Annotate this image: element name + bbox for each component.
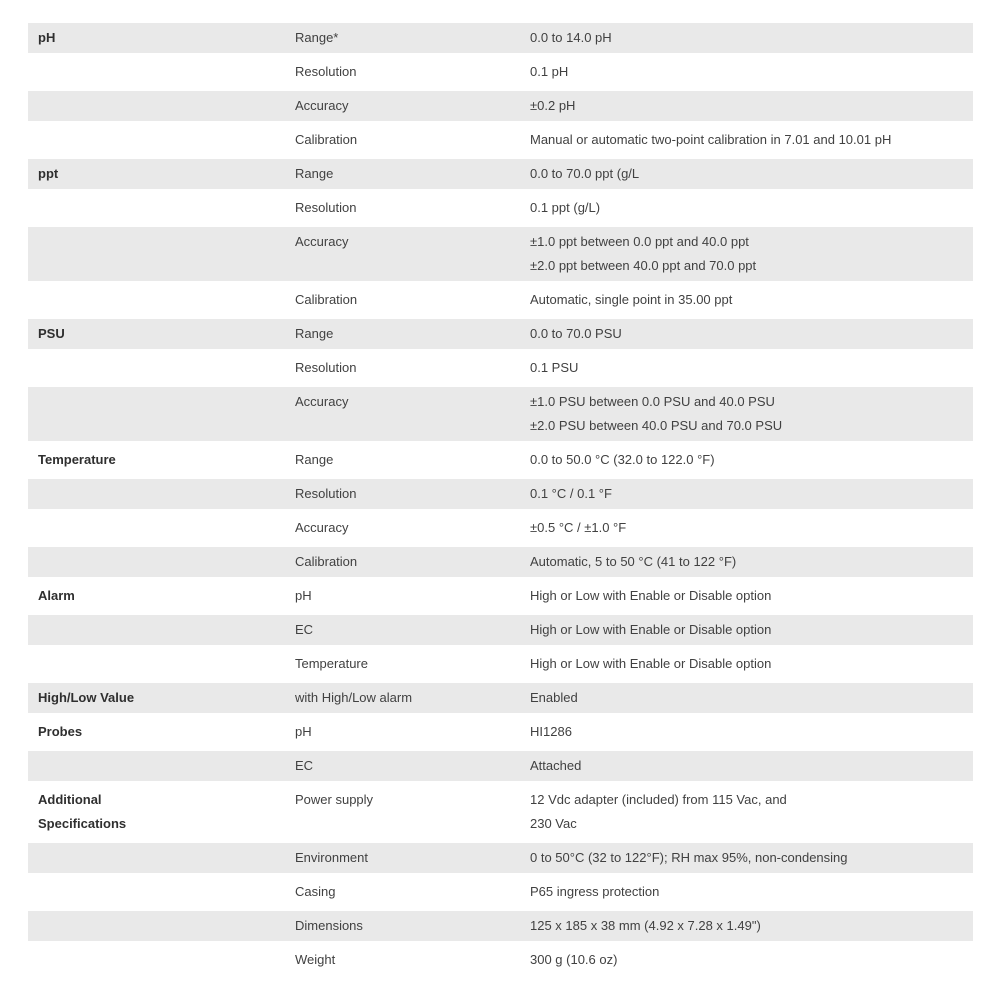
spec-category xyxy=(28,683,295,713)
spec-value-line: Attached xyxy=(530,758,582,773)
spec-value xyxy=(530,91,973,121)
spec-value-line: 0.1 pH xyxy=(530,64,569,79)
spec-category xyxy=(28,125,295,131)
spec-value xyxy=(530,717,973,747)
spec-value-line: 230 Vac xyxy=(530,816,577,831)
spec-parameter: pH xyxy=(295,724,312,739)
spec-parameter: Range xyxy=(295,166,334,181)
spec-row xyxy=(28,545,973,579)
spec-value xyxy=(530,911,973,941)
spec-value-line: 0.1 °C / 0.1 °F xyxy=(530,486,612,501)
spec-row xyxy=(28,123,973,157)
spec-value-line: 0.1 PSU xyxy=(530,360,579,375)
spec-value xyxy=(530,159,973,189)
spec-row xyxy=(28,715,973,749)
spec-value xyxy=(530,479,973,509)
spec-value xyxy=(530,57,973,87)
spec-value-line: 0.0 to 14.0 pH xyxy=(530,30,612,45)
spec-value xyxy=(530,615,973,645)
spec-category-label: PSU xyxy=(38,326,65,341)
spec-parameter: Casing xyxy=(295,884,336,899)
spec-value-line: ±1.0 PSU between 0.0 PSU and 40.0 PSU xyxy=(530,394,775,409)
spec-value-line: 0.0 to 70.0 ppt (g/L xyxy=(530,166,640,181)
spec-category xyxy=(28,159,295,189)
spec-category xyxy=(28,57,295,63)
spec-row xyxy=(28,317,973,351)
spec-category-label: Probes xyxy=(38,724,83,739)
spec-parameter: Accuracy xyxy=(295,520,349,535)
spec-category xyxy=(28,785,295,839)
specifications-table xyxy=(28,21,973,977)
spec-category xyxy=(28,877,295,883)
spec-parameter: Resolution xyxy=(295,64,357,79)
spec-value-line: Manual or automatic two-point calibration in 7.01 and 10.01 pH xyxy=(530,132,892,147)
spec-value-line: 0.0 to 50.0 °C (32.0 to 122.0 °F) xyxy=(530,452,715,467)
spec-value xyxy=(530,751,973,781)
spec-category-label: Alarm xyxy=(38,588,75,603)
spec-value xyxy=(530,785,973,839)
spec-parameter: Calibration xyxy=(295,554,358,569)
spec-value xyxy=(530,683,973,713)
spec-category xyxy=(28,751,295,757)
spec-parameter: Dimensions xyxy=(295,918,363,933)
spec-value xyxy=(530,547,973,577)
spec-parameter: Range xyxy=(295,326,334,341)
spec-value xyxy=(530,23,973,53)
spec-category xyxy=(28,479,295,485)
spec-value xyxy=(530,513,973,543)
spec-value xyxy=(530,193,973,223)
spec-value-line: Enabled xyxy=(530,690,578,705)
spec-value-line: ±1.0 ppt between 0.0 ppt and 40.0 ppt xyxy=(530,234,749,249)
spec-value-line: ±2.0 PSU between 40.0 PSU and 70.0 PSU xyxy=(530,418,783,433)
spec-category xyxy=(28,285,295,291)
spec-value xyxy=(530,125,973,155)
spec-row xyxy=(28,613,973,647)
spec-parameter: Accuracy xyxy=(295,98,349,113)
spec-category xyxy=(28,23,295,53)
spec-row xyxy=(28,89,973,123)
spec-category-label: pH xyxy=(38,30,56,45)
spec-parameter: Range xyxy=(295,452,334,467)
spec-parameter: Calibration xyxy=(295,132,358,147)
spec-row xyxy=(28,875,973,909)
spec-category xyxy=(28,91,295,97)
spec-value xyxy=(530,445,973,475)
spec-value xyxy=(530,387,973,441)
spec-value xyxy=(530,945,973,975)
spec-category-label: Specifications xyxy=(38,816,127,831)
spec-parameter: Accuracy xyxy=(295,394,349,409)
spec-value-line: P65 ingress protection xyxy=(530,884,660,899)
spec-row xyxy=(28,283,973,317)
spec-category xyxy=(28,911,295,917)
spec-parameter: EC xyxy=(295,622,314,637)
spec-category xyxy=(28,615,295,621)
spec-value-line: ±0.5 °C / ±1.0 °F xyxy=(530,520,627,535)
spec-value-line: 300 g (10.6 oz) xyxy=(530,952,618,967)
spec-value xyxy=(530,319,973,349)
spec-category xyxy=(28,353,295,359)
spec-value-line: ±0.2 pH xyxy=(530,98,576,113)
spec-value xyxy=(530,649,973,679)
spec-parameter: Resolution xyxy=(295,486,357,501)
spec-parameter: Resolution xyxy=(295,200,357,215)
spec-value xyxy=(530,877,973,907)
spec-value-line: Automatic, single point in 35.00 ppt xyxy=(530,292,733,307)
spec-value-line: ±2.0 ppt between 40.0 ppt and 70.0 ppt xyxy=(530,258,757,273)
spec-category xyxy=(28,319,295,349)
spec-value xyxy=(530,353,973,383)
spec-category xyxy=(28,581,295,611)
spec-category xyxy=(28,717,295,747)
spec-category-label: Temperature xyxy=(38,452,116,467)
spec-row xyxy=(28,783,973,841)
spec-row xyxy=(28,749,973,783)
spec-row xyxy=(28,443,973,477)
spec-value-line: 12 Vdc adapter (included) from 115 Vac, and xyxy=(530,792,787,807)
spec-category xyxy=(28,649,295,655)
spec-value-line: High or Low with Enable or Disable option xyxy=(530,622,772,637)
spec-row xyxy=(28,943,973,977)
spec-category xyxy=(28,547,295,553)
spec-row xyxy=(28,477,973,511)
spec-category xyxy=(28,945,295,951)
spec-row xyxy=(28,351,973,385)
spec-category-label: ppt xyxy=(38,166,59,181)
spec-value xyxy=(530,285,973,315)
spec-row xyxy=(28,647,973,681)
spec-row xyxy=(28,511,973,545)
spec-parameter: pH xyxy=(295,588,312,603)
spec-row xyxy=(28,681,973,715)
spec-row xyxy=(28,157,973,191)
spec-row xyxy=(28,55,973,89)
spec-parameter: Temperature xyxy=(295,656,368,671)
spec-parameter: Environment xyxy=(295,850,368,865)
spec-row xyxy=(28,909,973,943)
spec-category xyxy=(28,445,295,475)
spec-value-line: 0.1 ppt (g/L) xyxy=(530,200,601,215)
spec-parameter: Calibration xyxy=(295,292,358,307)
spec-value xyxy=(530,843,973,873)
spec-value-line: 0 to 50°C (32 to 122°F); RH max 95%, non-condensing xyxy=(530,850,848,865)
spec-category-label: High/Low Value xyxy=(38,690,135,705)
spec-row xyxy=(28,841,973,875)
spec-parameter: Power supply xyxy=(295,792,374,807)
spec-value xyxy=(530,227,973,281)
spec-category xyxy=(28,227,295,233)
spec-value-line: Automatic, 5 to 50 °C (41 to 122 °F) xyxy=(530,554,737,569)
spec-parameter: Resolution xyxy=(295,360,357,375)
spec-category xyxy=(28,843,295,849)
spec-category xyxy=(28,513,295,519)
spec-value-line: 125 x 185 x 38 mm (4.92 x 7.28 x 1.49") xyxy=(530,918,761,933)
spec-parameter: Weight xyxy=(295,952,336,967)
spec-parameter: with High/Low alarm xyxy=(295,690,413,705)
spec-category xyxy=(28,193,295,199)
spec-row xyxy=(28,225,973,283)
spec-row xyxy=(28,579,973,613)
spec-value-line: High or Low with Enable or Disable option xyxy=(530,656,772,671)
spec-row xyxy=(28,21,973,55)
spec-category-label: Additional xyxy=(38,792,102,807)
spec-value xyxy=(530,581,973,611)
spec-value-line: 0.0 to 70.0 PSU xyxy=(530,326,622,341)
spec-row xyxy=(28,191,973,225)
spec-value-line: High or Low with Enable or Disable option xyxy=(530,588,772,603)
spec-row xyxy=(28,385,973,443)
spec-category xyxy=(28,387,295,393)
spec-parameter: Range* xyxy=(295,30,339,45)
spec-parameter: Accuracy xyxy=(295,234,349,249)
spec-value-line: HI1286 xyxy=(530,724,572,739)
spec-parameter: EC xyxy=(295,758,314,773)
